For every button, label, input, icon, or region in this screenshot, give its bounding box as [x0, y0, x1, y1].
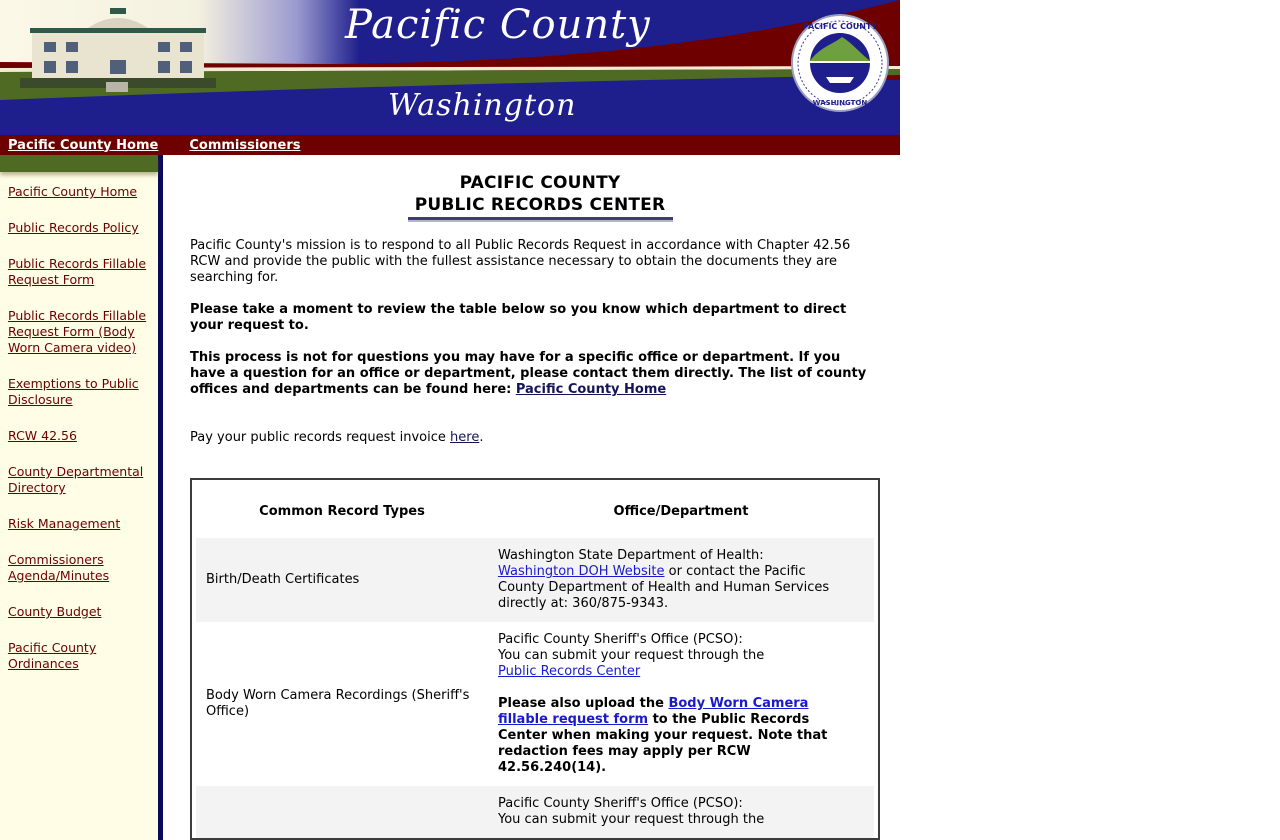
table-header-row [196, 484, 874, 538]
page-title-line2: PUBLIC RECORDS CENTER [414, 195, 666, 215]
record-type-cell [196, 786, 488, 838]
sidebar-item-request-form[interactable]: Public Records Fillable Request Form [8, 256, 147, 287]
invoice-note [190, 430, 880, 446]
sidebar-item-directory[interactable]: County Departmental Directory [8, 464, 144, 495]
title-underline [408, 217, 673, 222]
sidebar-item-ordinances[interactable]: Pacific County Ordinances [8, 640, 97, 671]
county-seal [792, 15, 888, 111]
column-header-office: Office/Department [613, 503, 749, 519]
office-details: or contact the Pacific County Department of Health and Human Services directly at: 360/875-9343. [498, 564, 830, 611]
table-row [196, 622, 874, 786]
process-note [190, 350, 880, 398]
site-banner [0, 0, 900, 135]
records-table-frame [190, 478, 880, 840]
sidebar-item-rcw[interactable]: RCW 42.56 [8, 428, 77, 443]
bodycam-note-pre: Please also upload the [498, 696, 669, 711]
top-navigation [0, 135, 900, 155]
table-row [196, 538, 874, 622]
office-name: Washington State Department of Health: [498, 548, 764, 563]
records-table [196, 484, 874, 838]
sidebar-menu [0, 172, 158, 672]
sidebar-item-home[interactable]: Pacific County Home [8, 184, 138, 199]
column-header-record-types: Common Record Types [259, 503, 425, 519]
record-type-cell: Body Worn Camera Recordings (Sheriff's Office) [206, 688, 470, 719]
topnav-link-commissioners[interactable]: Commissioners [189, 137, 301, 153]
record-type-cell: Birth/Death Certificates [196, 538, 488, 622]
bodycam-note-post: to the Public Records Center when making your request. Note that redaction fees may apply per RCW 42.56.240(14). [498, 712, 828, 775]
office-cell [488, 622, 874, 786]
sidebar-header-bar [0, 155, 158, 172]
svg-text:PACIFIC COUNTY: PACIFIC COUNTY [802, 22, 878, 31]
page-layout [0, 155, 900, 840]
office-instructions: You can submit your request through the [498, 648, 765, 663]
review-note: Please take a moment to review the table below so you know which department to direct your request to. [190, 302, 847, 333]
table-row [196, 786, 874, 838]
sidebar-item-bodycam-request-form[interactable]: Public Records Fillable Request Form (Body Worn Camera video) [8, 308, 147, 355]
sidebar [0, 155, 163, 840]
banner-subtitle: Washington [388, 88, 577, 123]
topnav-link-home[interactable]: Pacific County Home [8, 137, 159, 153]
bodycam-note [498, 696, 827, 775]
process-note-text: This process is not for questions you may have for a specific office or department. If you have a question for an office or department, please contact them directly. The list of county offices and departments can be found here: [190, 350, 867, 397]
invoice-end: . [479, 430, 484, 445]
process-home-link[interactable]: Pacific County Home [515, 382, 667, 397]
invoice-text: Pay your public records request invoice [190, 430, 451, 445]
page-title [180, 172, 900, 222]
sidebar-item-exemptions[interactable]: Exemptions to Public Disclosure [8, 376, 139, 407]
doh-website-link[interactable]: Washington DOH Website [498, 564, 665, 579]
public-records-center-link[interactable]: Public Records Center [498, 664, 641, 679]
sidebar-item-budget[interactable]: County Budget [8, 604, 102, 619]
invoice-here-link[interactable]: here [450, 430, 480, 445]
main-content [163, 155, 900, 840]
sidebar-item-agenda-minutes[interactable]: Commissioners Agenda/Minutes [8, 552, 110, 583]
sidebar-item-risk-management[interactable]: Risk Management [8, 516, 121, 531]
office-name: Pacific County Sheriff's Office (PCSO): [498, 632, 743, 647]
office-cell [488, 786, 874, 838]
sidebar-item-records-policy[interactable]: Public Records Policy [8, 220, 139, 235]
bodycam-form-link[interactable]: Body Worn Camera fillable request form [498, 696, 809, 727]
banner-title: Pacific County [345, 2, 651, 48]
office-cell [488, 538, 874, 622]
office-instructions: You can submit your request through the [498, 812, 765, 827]
mission-statement: Pacific County's mission is to respond to all Public Records Request in accordance with Chapter 42.56 RCW and provide the public with the fullest assistance necessary to obtain the documents they are searching for. [190, 238, 851, 285]
svg-text:WASHINGTON: WASHINGTON [812, 99, 868, 107]
office-name: Pacific County Sheriff's Office (PCSO): [498, 796, 743, 811]
page-title-line1: PACIFIC COUNTY [459, 173, 621, 193]
